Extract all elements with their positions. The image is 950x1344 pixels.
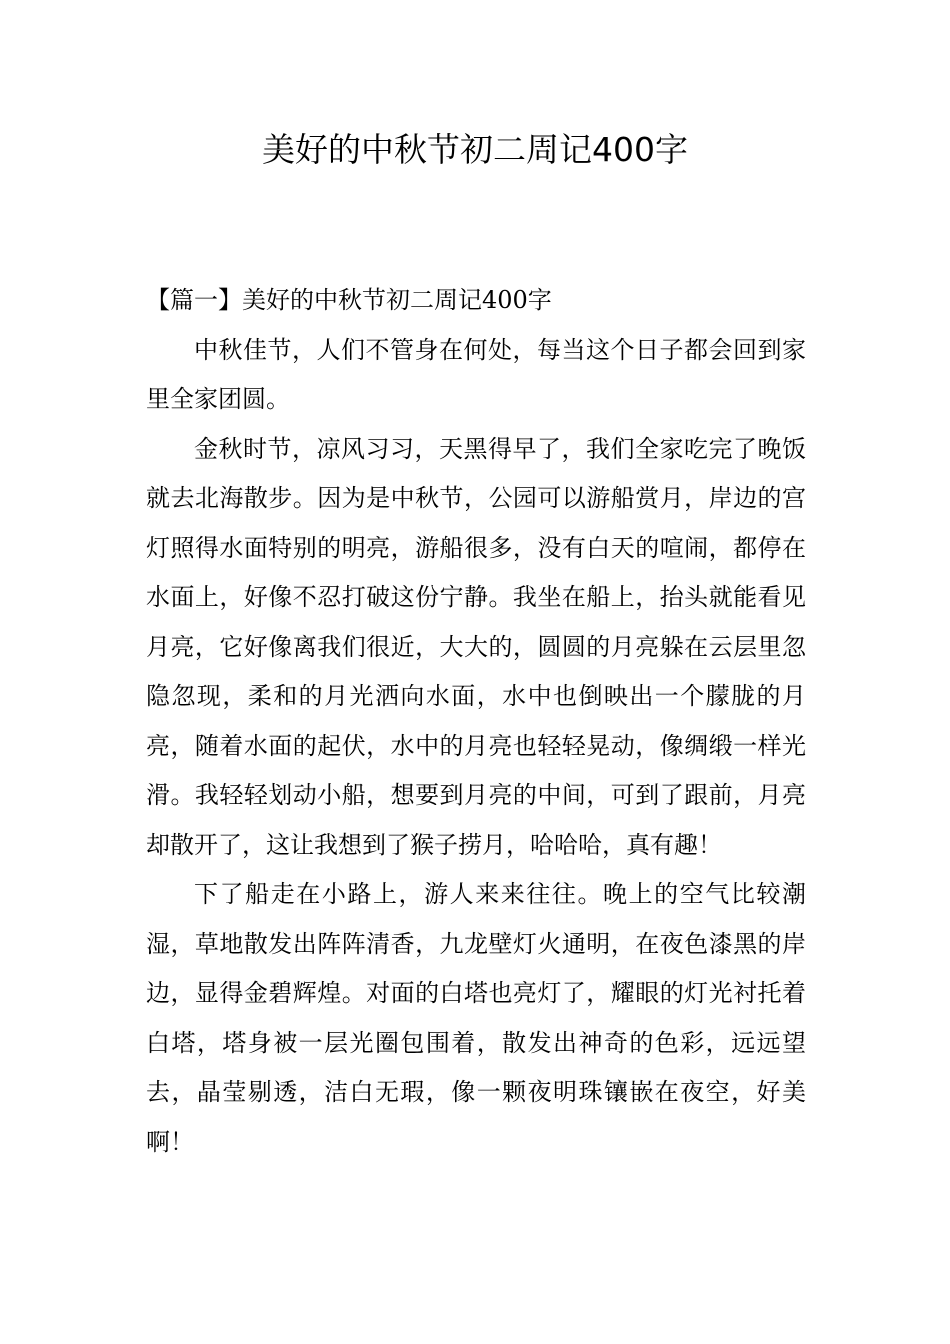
- paragraph-1: 中秋佳节，人们不管身在何处，每当这个日子都会回到家里全家团圆。: [146, 335, 806, 413]
- paragraph-3: 下了船走在小路上，游人来来往往。晚上的空气比较潮湿，草地散发出阵阵清香，九龙壁灯火通明，在夜色漆黑的岸边，显得金碧辉煌。对面的白塔也亮灯了，耀眼的灯光衬托着白塔，塔身被一层光圈包围着，散发出神奇的色彩，远远望去，晶莹剔透，洁白无瑕，像一颗夜明珠镶嵌在夜空，好美啊！: [146, 880, 806, 1156]
- document-body: [146, 276, 806, 1167]
- paragraph-2: 金秋时节，凉风习习，天黑得早了，我们全家吃完了晚饭就去北海散步。因为是中秋节，公园可以游船赏月，岸边的宫灯照得水面特别的明亮，游船很多，没有白天的喧闹，都停在水面上，好像不忍打破这份宁静。我坐在船上，抬头就能看见月亮，它好像离我们很近，大大的，圆圆的月亮躲在云层里忽隐忽现，柔和的月光洒向水面，水中也倒映出一个朦胧的月亮，随着水面的起伏，水中的月亮也轻轻晃动，像绸缎一样光滑。我轻轻划动小船，想要到月亮的中间，可到了跟前，月亮却散开了，这让我想到了猴子捞月，哈哈哈，真有趣！: [146, 434, 806, 859]
- document-title: 美好的中秋节初二周记400字: [262, 130, 688, 169]
- section-heading: 【篇一】美好的中秋节初二周记400字: [146, 286, 552, 314]
